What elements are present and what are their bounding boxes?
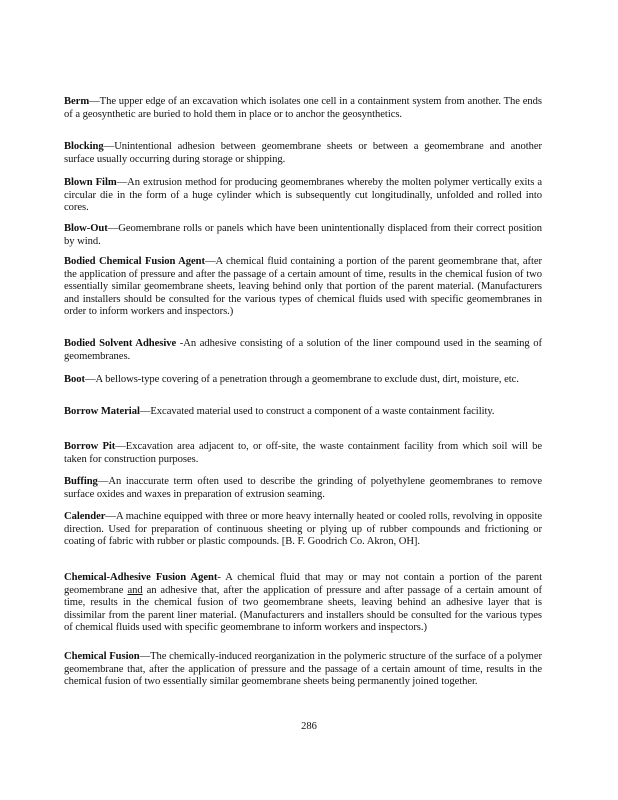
entry-definition-part: an adhesive that, after the application of pressure and after passage of a certain amount of time, results in the chemical fusion of two geomembrane sheets, leaving behind an adhesive layer that is dissimilar from the parent liner material. (Manufacturers and installers should be consulted for the various types of chemical fluids used with specific geomembrane to inform workers and inspectors.) <box>64 584 542 634</box>
entry-separator: — <box>205 256 216 267</box>
entry-separator: - <box>176 338 184 349</box>
entry-term: Calender <box>64 511 106 522</box>
glossary-entry-chemical-adhesive-fusion-agent <box>64 572 542 635</box>
entry-separator: — <box>85 374 96 385</box>
entry-term: Chemical Fusion <box>64 651 140 662</box>
entry-term: Boot <box>64 374 85 385</box>
entry-term: Bodied Solvent Adhesive <box>64 338 177 349</box>
glossary-entry-boot <box>64 374 542 387</box>
entry-definition: An inaccurate term often used to describe the grinding of polyethylene geomembranes to remove surface oxides and waxes in preparation of extrusion seaming. <box>64 476 542 500</box>
glossary-entry-bodied-chemical-fusion-agent <box>64 256 542 319</box>
glossary-entry-borrow-pit <box>64 441 542 466</box>
entry-term: Borrow Pit <box>64 441 116 452</box>
entry-definition: Geomembrane rolls or panels which have been unintentionally displaced from their correct position by wind. <box>64 223 542 247</box>
entry-term: Borrow Material <box>64 406 140 417</box>
entry-separator: — <box>103 141 115 152</box>
glossary-entry-blocking <box>64 141 542 166</box>
entry-definition-underlined: and <box>127 584 143 596</box>
entry-definition: An extrusion method for producing geomembranes whereby the molten polymer vertically exits a circular die in the form of a huge cylinder which is subsequently cut longitudinally, unfolded and rolled into cores. <box>64 177 542 214</box>
entry-separator: — <box>89 96 100 107</box>
glossary-entry-borrow-material <box>64 406 542 419</box>
glossary-entry-blow-out <box>64 223 542 248</box>
entry-definition: A bellows-type covering of a penetration through a geomembrane to exclude dust, dirt, moisture, etc. <box>95 374 519 385</box>
glossary-entry-buffing <box>64 476 542 501</box>
entry-definition: The chemically-induced reorganization in the polymeric structure of the surface of a polymer geomembrane that, after the application of pressure and the passage of a certain amount of time, results in the chemical fusion of two essentially similar geomembrane sheets being permanently joined together. <box>64 651 542 688</box>
entry-term: Berm <box>64 96 90 107</box>
entry-separator: — <box>139 406 151 417</box>
entry-definition: Excavation area adjacent to, or off-site, the waste containment facility from which soil will be taken for construction purposes. <box>64 441 542 465</box>
entry-separator: — <box>107 223 119 234</box>
entry-separator: — <box>139 651 151 662</box>
entry-definition: Excavated material used to construct a component of a waste containment facility. <box>150 406 495 417</box>
entry-separator: — <box>97 476 109 487</box>
glossary-entry-blown-film <box>64 177 542 215</box>
entry-separator: — <box>115 441 126 452</box>
entry-separator: - <box>217 572 221 583</box>
entry-separator: — <box>116 177 128 188</box>
entry-term: Blown Film <box>64 177 117 188</box>
entry-term: Buffing <box>64 476 98 487</box>
entry-definition: A chemical fluid containing a portion of the parent geomembrane that, after the application of pressure and after the passage of a certain amount of time, results in the chemical fusion of two essentially similar geomembrane sheets, leaving behind only that portion of the parent material. (Manufacturers and installers should be consulted for the various types of chemical fluids used with specific geomembranes in order to inform workers and inspectors.) <box>64 256 542 318</box>
glossary-entry-berm <box>64 96 542 121</box>
entry-definition: Unintentional adhesion between geomembrane sheets or between a geomembrane and another surface usually occurring during storage or shipping. <box>64 141 542 165</box>
glossary-entry-bodied-solvent-adhesive <box>64 338 542 363</box>
entry-definition: The upper edge of an excavation which isolates one cell in a containment system from another. The ends of a geosynthetic are buried to hold them in place or to anchor the geosynthetics. <box>64 96 542 120</box>
entry-term: Blow-Out <box>64 223 108 234</box>
entry-separator: — <box>105 511 116 522</box>
entry-definition: A machine equipped with three or more heavy internally heated or cooled rolls, revolving in opposite direction. Used for preparation of continuous sheeting or plying up of rubber compounds and frictioning or coating of fabric with rubber or plastic compounds. [B. F. Goodrich Co. Akron, OH]. <box>64 511 542 548</box>
entry-term: Bodied Chemical Fusion Agent <box>64 256 205 267</box>
entry-term: Chemical-Adhesive Fusion Agent <box>64 572 218 583</box>
page-number: 286 <box>301 721 317 732</box>
entry-definition-part: A chemical fluid that may or may not contain a portion of the parent geomembrane <box>64 572 542 596</box>
glossary-entry-chemical-fusion <box>64 651 542 689</box>
glossary-entry-calender <box>64 511 542 549</box>
entry-definition: An adhesive consisting of a solution of the liner compound used in the seaming of geomembranes. <box>64 338 542 362</box>
entry-term: Blocking <box>64 141 104 152</box>
